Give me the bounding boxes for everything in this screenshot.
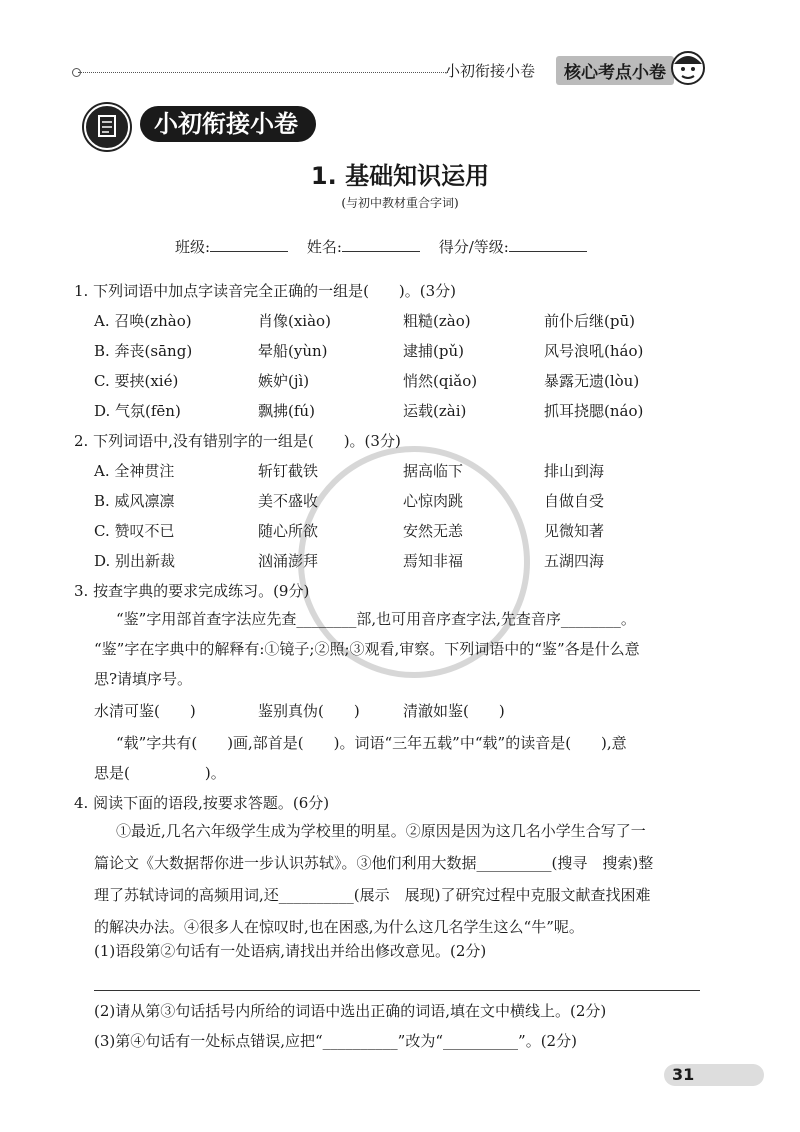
question-4-stem: 4. 阅读下面的语段,按要求答题。(6分)	[74, 794, 330, 812]
q2-option-c-1: C. 赞叹不已	[94, 522, 175, 540]
q3-paragraph-3: 思?请填序号。	[94, 670, 193, 688]
q4-passage-line-2: 篇论文《大数据帮你进一步认识苏轼》。③他们利用大数据__________(搜寻 搜索)整	[94, 854, 654, 872]
q1-option-a-1: A. 召唤(zhào)	[94, 312, 192, 330]
q1-option-b-4: 风号浪吼(háo)	[544, 342, 644, 360]
class-field[interactable]	[210, 237, 288, 252]
q1-option-a-2: 肖像(xiào)	[258, 312, 331, 330]
q2-option-a-2: 斩钉截铁	[258, 462, 319, 480]
name-label: 姓名:	[306, 238, 342, 256]
q2-option-c-2: 随心所欲	[258, 522, 319, 540]
grade-label: 得分/等级:	[438, 238, 509, 256]
q4-subquestion-2: (2)请从第③句话括号内所给的词语中选出正确的词语,填在文中横线上。(2分)	[94, 1002, 607, 1020]
q3-paragraph-2: “鉴”字在字典中的解释有:①镜子;②照;③观看,审察。下列词语中的“鉴”各是什么意	[94, 640, 640, 658]
page-number: 31	[672, 1065, 695, 1084]
header-tag-primary: 小初衔接小卷	[445, 62, 536, 80]
q4-subquestion-1: (1)语段第②句话有一处语病,请找出并给出修改意见。(2分)	[94, 942, 487, 960]
q2-option-c-4: 见微知著	[544, 522, 605, 540]
q2-option-a-1: A. 全神贯注	[94, 462, 175, 480]
grade-field[interactable]	[509, 237, 587, 252]
banner-label: 小初衔接小卷	[140, 106, 316, 142]
q3-paragraph-1: “鉴”字用部首查字法应先查________部,也可用音序查字法,先查音序________。	[116, 610, 636, 628]
q2-option-a-4: 排山到海	[544, 462, 605, 480]
q1-option-d-2: 飘拂(fú)	[258, 402, 315, 420]
q1-option-c-2: 嫉妒(jì)	[258, 372, 310, 390]
q4-passage-line-4: 的解决办法。④很多人在惊叹时,也在困惑,为什么这几名学生这么“牛”呢。	[94, 918, 584, 936]
q3-word-1: 水清可鉴( )	[94, 702, 196, 720]
q4-subquestion-3: (3)第④句话有一处标点错误,应把“__________”改为“__________”。(2分)	[94, 1032, 577, 1050]
q1-option-a-4: 前仆后继(pū)	[544, 312, 635, 330]
q1-option-d-4: 抓耳挠腮(náo)	[544, 402, 644, 420]
question-3-stem: 3. 按查字典的要求完成练习。(9分)	[74, 582, 310, 600]
question-2-stem: 2. 下列词语中,没有错别字的一组是( )。(3分)	[74, 432, 401, 450]
name-field[interactable]	[342, 237, 420, 252]
q1-option-c-1: C. 要挟(xié)	[94, 372, 179, 390]
q2-option-b-2: 美不盛收	[258, 492, 319, 510]
q2-option-d-4: 五湖四海	[544, 552, 605, 570]
mascot-icon	[668, 48, 708, 88]
q1-option-b-1: B. 奔丧(sāng)	[94, 342, 193, 360]
page-number-badge	[664, 1064, 764, 1086]
q1-option-a-3: 粗糙(zào)	[403, 312, 471, 330]
q2-option-b-1: B. 威风凛凛	[94, 492, 175, 510]
q2-option-a-3: 据高临下	[403, 462, 464, 480]
q3-word-3: 清澈如鉴( )	[403, 702, 505, 720]
q3-word-2: 鉴别真伪( )	[258, 702, 360, 720]
q1-option-b-3: 逮捕(pǔ)	[403, 342, 464, 360]
q4-passage-line-3: 理了苏轼诗词的高频用词,还__________(展示 展现)了研究过程中克服文献查找困难	[94, 886, 651, 904]
section-banner	[84, 104, 324, 146]
q1-option-c-4: 暴露无遗(lòu)	[544, 372, 640, 390]
page-title: 1. 基础知识运用	[310, 162, 490, 190]
q2-option-b-3: 心惊肉跳	[403, 492, 464, 510]
student-info	[175, 236, 601, 257]
q1-option-d-3: 运载(zài)	[403, 402, 467, 420]
question-1-stem: 1. 下列词语中加点字读音完全正确的一组是( )。(3分)	[74, 282, 457, 300]
q3-paragraph-5: 思是( )。	[94, 764, 226, 782]
q4-passage-line-1: ①最近,几名六年级学生成为学校里的明星。②原因是因为这几名小学生合写了一	[116, 822, 646, 840]
header-rule	[78, 72, 448, 73]
answer-line[interactable]	[94, 990, 700, 991]
q2-option-d-1: D. 别出新裁	[94, 552, 176, 570]
page-subtitle: (与初中教材重合字词)	[341, 196, 459, 210]
q1-option-b-2: 晕船(yùn)	[258, 342, 328, 360]
class-label: 班级:	[175, 238, 211, 256]
q3-paragraph-4: “载”字共有( )画,部首是( )。词语“三年五载”中“载”的读音是( ),意	[116, 734, 627, 752]
q1-option-d-1: D. 气氛(fēn)	[94, 402, 181, 420]
q1-option-c-3: 悄然(qiǎo)	[403, 372, 478, 390]
q2-option-d-3: 焉知非福	[403, 552, 464, 570]
header-tag-secondary: 核心考点小卷	[556, 56, 674, 85]
q2-option-c-3: 安然无恙	[403, 522, 464, 540]
notebook-icon	[84, 104, 130, 150]
q2-option-b-4: 自做自受	[544, 492, 605, 510]
q2-option-d-2: 汹涌澎拜	[258, 552, 319, 570]
